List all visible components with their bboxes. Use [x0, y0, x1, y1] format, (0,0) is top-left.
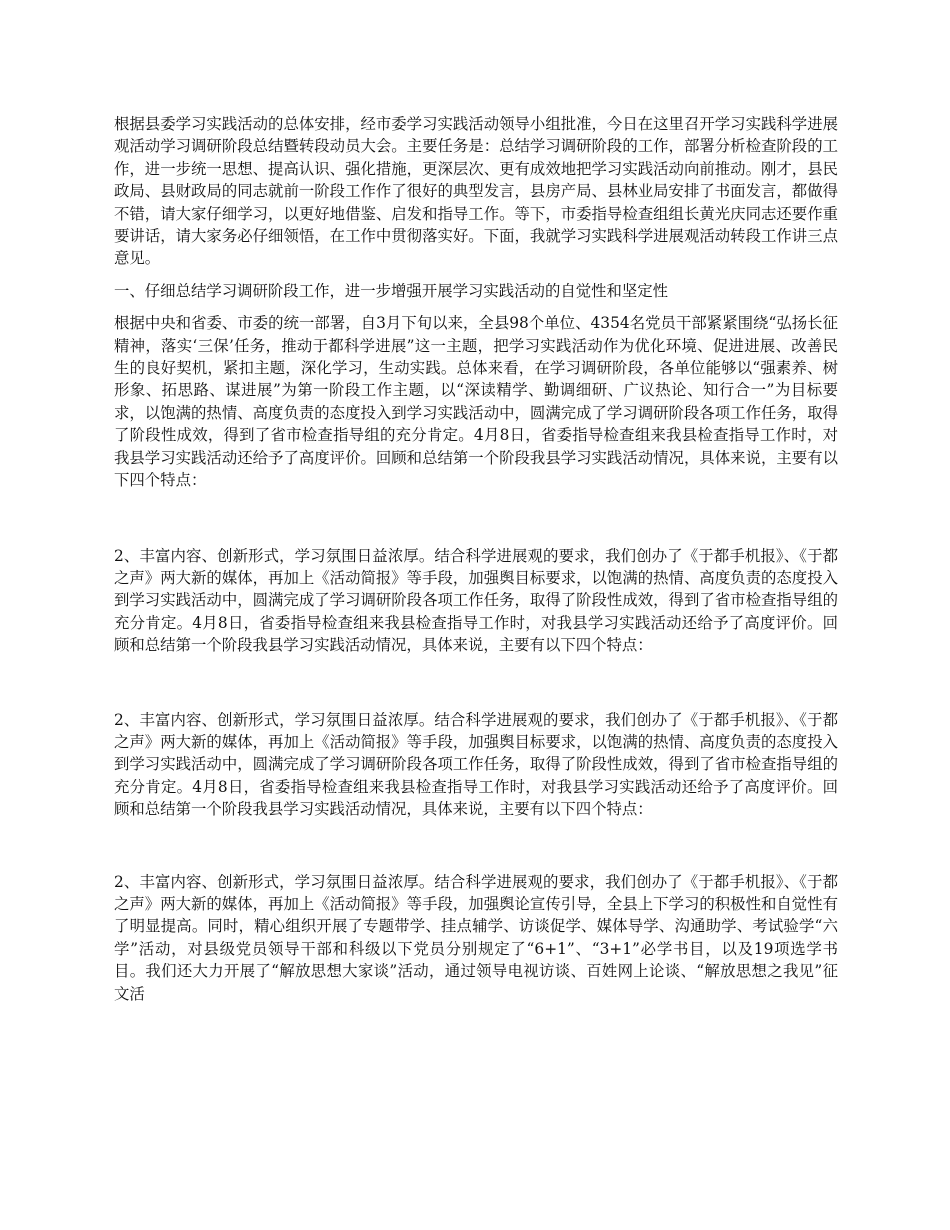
intro-paragraph: 根据县委学习实践活动的总体安排，经市委学习实践活动领导小组批准，今日在这里召开学习实践科学进展观活动学习调研阶段总结暨转段动员大会。主要任务是：总结学习调研阶段的工作，部署分析检查阶段的工作，进一步统一思想、提高认识、强化措施，更深层次、更有成效地把学习实践活动向前推动。刚才，县民政局、县财政局的同志就前一阶段工作作了很好的典型发言，县房产局、县林业局安排了书面发言，都做得不错，请大家仔细学习，以更好地借鉴、启发和指导工作。等下，市委指导检查组组长黄光庆同志还要作重要讲话，请大家务必仔细领悟，在工作中贯彻落实好。下面，我就学习实践科学进展观活动转段工作讲三点意见。: [114, 115, 838, 268]
document-page: [114, 113, 838, 1015]
blank-spacer: [114, 667, 838, 709]
section-heading: 一、仔细总结学习调研阶段工作，进一步增强开展学习实践活动的自觉性和坚定性: [114, 281, 669, 300]
body-paragraph: 根据中央和省委、市委的统一部署，自3月下旬以来，全县98个单位、4354名党员干部紧紧围绕“弘扬长征精神，落实‘三保’任务，推动于都科学进展”这一主题，把学习实践活动作为优化环境、促进进展、改善民生的良好契机，紧扣主题，深化学习，生动实践。总体来看，在学习调研阶段，各单位能够以“强素养、树形象、拓思路、谋进展”为第一阶段工作主题，以“深读精学、勤调细研、广议热论、知行合一”为目标要求，以饱满的热情、高度负责的态度投入到学习实践活动中，圆满完成了学习调研阶段各项工作任务，取得了阶段性成效，得到了省市检查指导组的充分肯定。4月8日，省委指导检查组来我县检查指导工作时，对我县学习实践活动还给予了高度评价。回顾和总结第一个阶段我县学习实践活动情况，具体来说，主要有以下四个特点：: [114, 314, 838, 490]
body-paragraph: 2、丰富内容、创新形式，学习氛围日益浓厚。结合科学进展观的要求，我们创办了《于都手机报》、《于都之声》两大新的媒体，再加上《活动简报》等手段，加强舆目标要求，以饱满的热情、高度负责的态度投入到学习实践活动中，圆满完成了学习调研阶段各项工作任务，取得了阶段性成效，得到了省市检查指导组的充分肯定。4月8日，省委指导检查组来我县检查指导工作时，对我县学习实践活动还给予了高度评价。回顾和总结第一个阶段我县学习实践活动情况，具体来说，主要有以下四个特点：: [114, 546, 838, 655]
body-paragraph: 2、丰富内容、创新形式，学习氛围日益浓厚。结合科学进展观的要求，我们创办了《于都手机报》、《于都之声》两大新的媒体，再加上《活动简报》等手段，加强舆目标要求，以饱满的热情、高度负责的态度投入到学习实践活动中，圆满完成了学习调研阶段各项工作任务，取得了阶段性成效，得到了省市检查指导组的充分肯定。4月8日，省委指导检查组来我县检查指导工作时，对我县学习实践活动还给予了高度评价。回顾和总结第一个阶段我县学习实践活动情况，具体来说，主要有以下四个特点：: [114, 710, 838, 819]
blank-spacer: [114, 831, 838, 871]
blank-spacer: [114, 502, 838, 545]
body-paragraph: 2、丰富内容、创新形式，学习氛围日益浓厚。结合科学进展观的要求，我们创办了《于都手机报》、《于都之声》两大新的媒体，再加上《活动简报》等手段，加强舆论宣传引导，全县上下学习的积极性和自觉性有了明显提高。同时，精心组织开展了专题带学、挂点辅学、访谈促学、媒体导学、沟通助学、考试验学“六学”活动，对县级党员领导干部和科级以下党员分别规定了“6+1”、“3+1”必学书目，以及19项选学书目。我们还大力开展了“解放思想大家谈”活动，通过领导电视访谈、百姓网上论谈、“解放思想之我见”征文活: [114, 872, 838, 1003]
